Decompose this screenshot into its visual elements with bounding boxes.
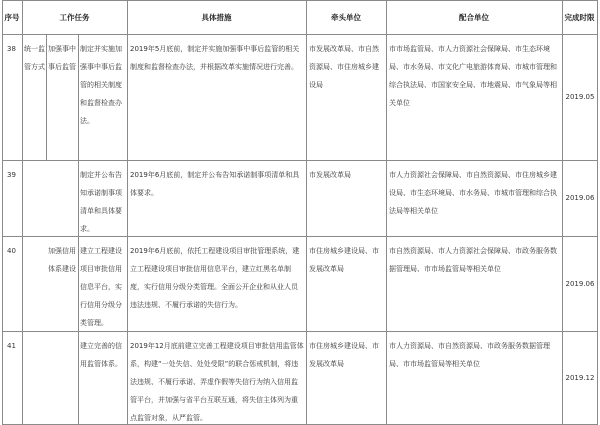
row41-coop: 市人力资源局、市自然资源局、市政务服务数据管理局、市市场监管局等相关单位 [389,342,550,368]
row40-deadline: 2019.06 [565,279,595,288]
rule-col-lead [306,0,307,425]
row39-deadline: 2019.06 [565,194,595,202]
rule-row39 [2,236,598,237]
row38-lead: 市发展改革局、市自然资源局、市住房城乡建设局 [309,45,379,89]
row39-task-level3: 制定并公布告知承诺制事项清单和具体要求。 [80,171,122,233]
rule-row38 [2,160,598,161]
header-no: 序号 [4,12,20,22]
row38-measures: 2019年5月底前，制定并实施加强事中事后监管的相关制度和监督检查办法，并根据改革实施情况进行完善。 [130,45,300,71]
header-coop: 配合单位 [459,12,489,22]
row38-no: 38 [7,45,16,53]
row39-lead: 市发展改革局 [309,171,351,179]
row38-task-level1: 统一监管方式 [24,45,45,71]
row39-no: 39 [7,171,16,179]
row38-task-level2: 加强事中事后监管 [48,45,76,71]
row40-lead: 市住房城乡建设局、市发展改革局 [309,247,379,273]
rule-col-right [597,0,598,425]
row40-coop: 市自然资源局、市人力资源社会保障局、市政务服务数据管理局、市市场监管局等相关单位 [389,247,557,273]
header-deadline: 完成时限 [564,12,595,22]
row38-deadline: 2019.05 [565,93,595,101]
rule-col-measures [127,0,128,425]
rule-col-left [2,0,3,425]
rule-header [2,34,598,35]
row39-coop: 市人力资源社会保障局、市自然资源局、市住房城乡建设局、市生态环境局、市水务局、市城市管理和综合执法局等相关单位 [389,171,557,215]
header-measures: 具体措施 [201,12,232,22]
header-task: 工作任务 [59,12,90,22]
row39-measures: 2019年6月底前，制定并公布告知承诺制事项清单和具体要求。 [130,171,300,197]
rule-col-l1 [46,34,47,160]
rule-row40 [2,331,598,332]
row41-deadline: 2019.12 [565,373,595,382]
row40-no: 40 [7,247,16,255]
row41-lead: 市住房城乡建设局、市发展改革局 [309,342,379,368]
row41-measures: 2019年12月底前建立完善工程建设项目审批信用监管体系，构建“一处失信、处处受限”的联合惩戒机制，将违法违规、不履行承诺、弄虚作假等失信行为纳入信用监管平台，并加强与省平台互联互通，将失信主体列为重点监管对象，从严监管。 [130,342,304,422]
rule-col-no [22,0,23,425]
rule-col-l2 [78,34,79,424]
row40-measures: 2019年6月底前，依托工程建设项目审批管理系统，建立工程建设项目审批信用信息平台，建立红黑名单制度，实行信用分级分类管理。全面公开企业和从业人员违法违规、不履行承诺的失信行为。 [130,247,300,309]
row38-coop: 市市场监管局、市人力资源社会保障局、市生态环境局、市水务局、市文化广电旅游体育局、市城市管理和综合执法局、市国家安全局、市地震局、市气象局等相关单位 [389,45,557,107]
row40-task-level3: 建立工程建设项目审批信用信息平台，实行信用分级分类管理。 [80,247,122,327]
row38-task-level3: 制定并实施加强事中事后监管的相关制度和监督检查办法。 [80,45,122,125]
header-lead: 牵头单位 [331,12,361,22]
rule-col-coop [386,0,387,425]
row41-task-level3: 建立完善的信用监管体系。 [80,342,122,368]
row40-task-level2: 加强信用体系建设 [48,247,76,273]
row41-no: 41 [7,342,16,350]
